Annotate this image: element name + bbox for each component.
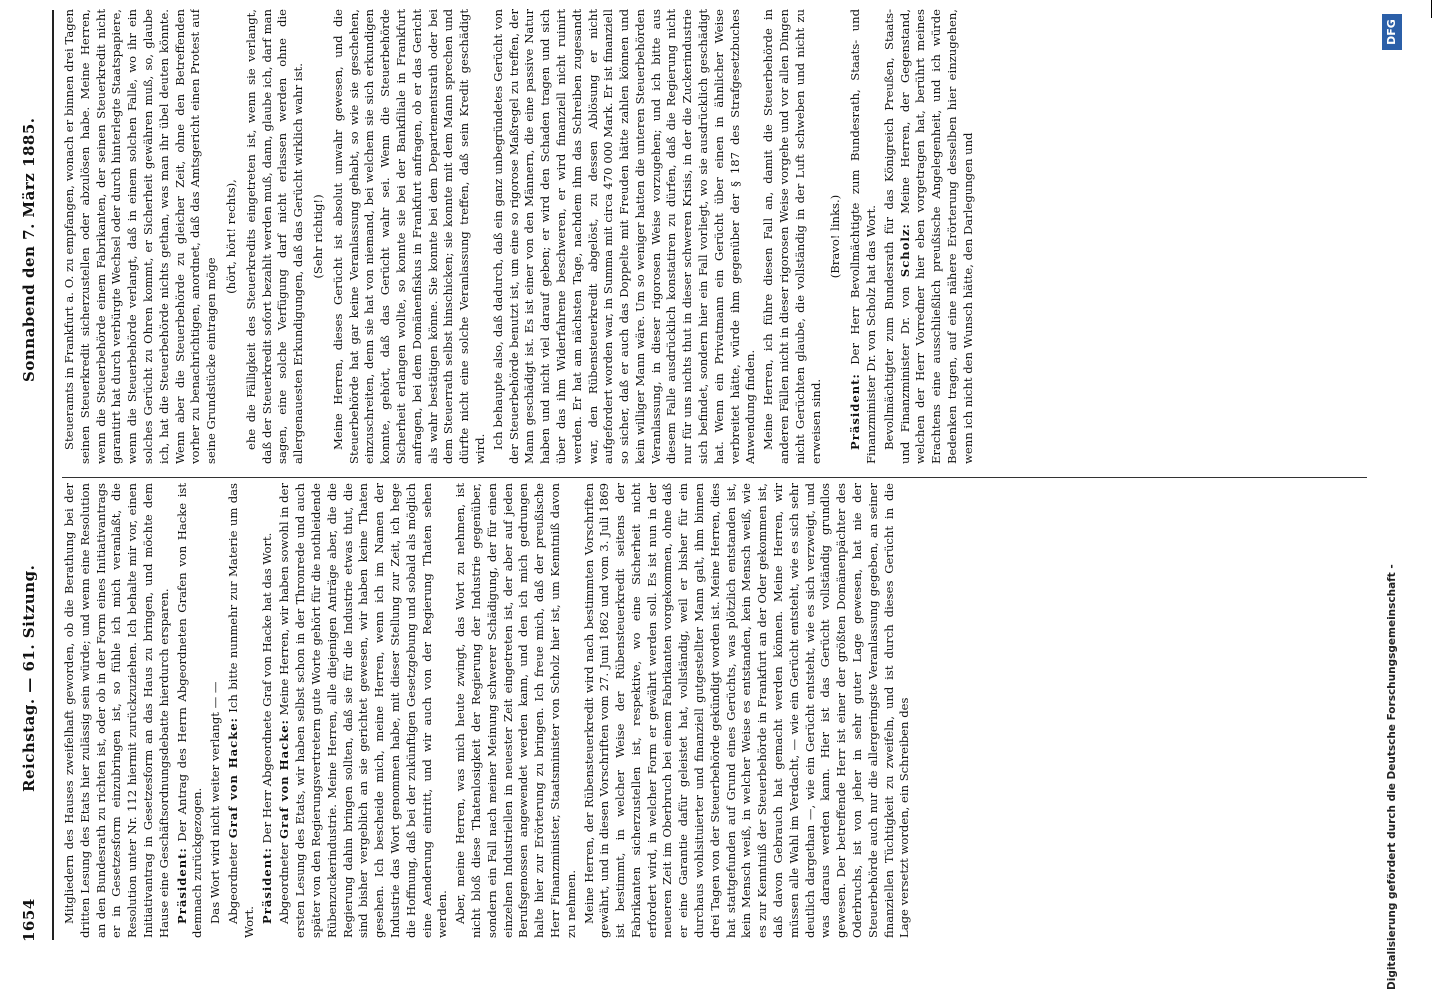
speaker-label: Scholz: xyxy=(897,223,912,278)
speech-text: Der Herr Abgeordnete Graf von Hacke hat das Wort. xyxy=(259,532,274,844)
speaker-prefix: Abgeordneter xyxy=(277,842,292,924)
left-paragraph-7: Aber, meine Herren, was mich heute zwingt, das Wort zu nehmen, ist nicht bloß diese Thatenlosigkeit der Regierung der Industrie gegenüber, sondern ein Fall nach meiner Meinung schwerer Schädigung, der für einen einzelnen Industriellen in neuester Zeit eingetreten ist, der aber auf jeden Berufsgenossen angewendet werden kann, und den ich mich gedrungen halte hier zur Erörterung zu bringen. Ich freue mich, daß der preußische Herr Finanzminister, Staatsminister von Scholz hier ist, um Kenntniß davon zu nehmen. xyxy=(453,483,578,938)
right-paragraph-1: Steueramts in Frankfurt a. O. zu empfangen, wonach er binnen drei Tagen seinen Steuerkredit sicherzustellen oder abzulösen habe. Meine Herren, wenn die Steuerbehörde einem Fabrikanten, der seinen Steuerkredit nicht garantirt hat durch verbürgte Wechsel oder durch hinterlegte Staatspapiere, wenn die Steuerbehörde verlangt, daß in einem solchen Falle, wo ihr ein solches Gerücht zu Ohren kommt, er Sicherheit gewähren muß, so, glaube ich, hat die Steuerbehörde nichts gethan, was man ihr übel deuten könnte. Wenn aber die Steuerbehörde zu gleicher Zeit, ohne den Betreffenden vorher zu benachrichtigen, anordnet, daß das Amtsgericht einen Protest auf seine Grundstücke eintragen möge xyxy=(62,9,219,464)
interjection: (hört, hört! rechts), xyxy=(223,179,238,294)
page-header xyxy=(10,12,50,942)
dfg-logo: DFG xyxy=(1382,14,1402,50)
right-paragraph-7 xyxy=(882,9,977,464)
left-paragraph-2 xyxy=(175,483,207,938)
left-paragraph-8: Meine Herren, der Rübensteuerkredit wird nach bestimmten Vorschriften gewährt, und in diesen Vorschriften vom 27. Juni 1862 und vom 3. Juli 1869 ist bestimmt, in welcher Weise der Rübensteuerkredit seitens der Fabrikanten sicherzustellen ist, respektive, wo eine Sicherheit nicht erfordert wird, in welcher Form er gewährt werden soll. Es ist nun in der neueren Zeit im Oberbruch bei einem Fabrikanten vorgekommen, ohne daß er eine Garantie dafür geleistet hat, vollständig, weil er bisher für ein durchaus wohlsituierter und finanziell gutgestellter Mann galt, ihm binnen drei Tagen von der Steuerbehörde gekündigt worden ist. Meine Herren, dies hat stattgefunden auf Grund eines Gerüchts, was plötzlich entstanden ist, kein Mensch weiß, in welcher Weise es entstanden, kein Mensch weiß, wie es zur Kenntniß der Steuerbehörde in Frankfurt an der Oder gekommen ist, daß davon Gebrauch hat gemacht werden können. Meine Herren, wir müssen alle Wahl im Verdacht, — wie ein Gerücht entsteht, wie es sich sehr deutlich dargethan —, wie ein Gerücht entsteht, wie es sich verzweigt, und was daraus werden kann. Hier ist das Gerücht vollständig grundlos gewesen. Der betreffende Herr ist einer der größten Domänenpächter des Oderbruchs, ist von jeher in sehr guter Lage gewesen, hat nie der Steuerbehörde auch nur die allergeringste Veranlassung gegeben, an seiner finanziellen Tüchtigkeit zu zweifeln, und ist durch dieses Gerücht in die Lage versetzt worden, ein Schreiben des xyxy=(581,483,912,938)
right-paragraph-4: Ich behaupte also, daß dadurch, daß ein ganz unbegründetes Gerücht von der Steuerbehörde benutzt ist, um eine so rigorose Maßregel zu treffen, der Mann geschädigt ist. Es ist einer von den Männern, die eine passive Natur haben und nicht viel darauf geben; er wird den Schaden tragen und sich über das ihm Widerfahrene beschweren, er wird finanziell nicht ruinirt werden. Er hat am nächsten Tage, nachdem ihm das Schreiben zugesandt war, den Rübensteuerkredit abgelöst, zu dessen Ablösung er nicht aufgefordert worden war, in Summa mit circa 470 000 Mark. Er ist finanziell so sicher, daß er auch das Doppelte mit Freuden hätte zahlen können und kein williger Mann wäre. Um so weniger hatten die unteren Steuerbehörden Veranlassung, in dieser rigorosen Weise vorzugehen; und ich bitte aus diesem Falle ausdrücklich konstatiren zu dürfen, daß die Regierung nicht nur für uns nichts thut in dieser schweren Krisis, in der die Zuckerindustrie sich befindet, sondern hier ein Fall vorliegt, wo sie ausdrücklich geschädigt hat. Wenn ein Privatmann ein Gerücht über einen in ähnlicher Weise verbreitet hätte, würde ihm gegenüber der § 187 des Strafgesetzbuches Anwendung finden. xyxy=(490,9,758,464)
column-divider xyxy=(62,477,1367,478)
speaker-label: Präsident: xyxy=(259,847,274,924)
left-paragraph-1: Mitgliedern des Hauses zweifelhaft geworden, ob die Berathung bei der dritten Lesung des Etats hier zulässig sein würde; und wenn eine Resolution an den Bundesrath zu richten ist, oder ob in der Form eines Initiativantrags er in Gesetzesform einzubringen ist, so fühle ich mich veranlaßt, die Resolution unter Nr. 112 hiermit zurückzuziehen. Ich behalte mir vor, einen Initiativantrag in Gesetzesform an das Haus zu bringen, und möchte dem Hause eine Geschäftsordnungsdebatte hierdurch ersparen. xyxy=(62,483,171,938)
header-right-title: Sonnabend den 7. März 1885. xyxy=(20,117,38,382)
left-paragraph-3: Das Wort wird nicht weiter verlangt — — xyxy=(208,681,223,924)
speech-text: Meine Herren, wir haben sowohl in der ersten Lesung des Etats, wir haben selbst schon in der Thronrede und auch später von den Regierungsvertretern gute Worte gehört für die nothleidende Rübenzuckerindustrie. Meine Herren, alle diejenigen Anträge aber, die die Regierung dahin bringen sollten, daß sie für die Industrie etwas thut, die sind bisher vergeblich an sie gerichtet gewesen, wir haben keine Thaten gesehen. Ich bescheide mich, meine Herren, wenn ich im Namen der Industrie das Wort genommen habe, mit dieser Stellung zur Zeit, ich hege die Hoffnung, daß bei der zukünftigen Gesetzgebung und sobald als möglich eine Aenderung eintritt, und wir auch von der Regierung Thaten sehen werden. xyxy=(277,483,450,938)
speech-text: Der Antrag des Herrn Abgeordneten Grafen von Hacke ist demnach zurückgezogen. xyxy=(174,483,205,938)
speech-text: Ich bitte nunmehr zur Materie um das Wort. xyxy=(225,483,256,938)
speaker-label: Graf von Hacke: xyxy=(277,719,292,839)
speech-text: Der Herr Bevollmächtigte zum Bundesrath, Staats- und Finanzminister Dr. von Scholz hat das Wort. xyxy=(848,9,879,464)
right-column xyxy=(62,9,1362,464)
speech-text: Meine Herren, der Gegenstand, welchen der Herr Vorredner hier eben vorgetragen hat, berührt meines Erachtens eine ausschließlich preußische Angelegenheit, und ich würde Bedenken tragen, auf eine nähere Erörterung desselben hier einzugehen, wenn ich nicht den Wunsch hätte, den Darlegungen und xyxy=(897,9,975,464)
speaker-label: Präsident: xyxy=(848,373,863,450)
interjection: (Sehr richtig!) xyxy=(310,194,325,279)
speaker-label: Graf von Hacke: xyxy=(225,717,240,839)
interjection: (Bravo! links.) xyxy=(828,194,843,279)
page-number: 1654 xyxy=(20,898,38,942)
speaker-prefix: Bevollmächtigter zum Bundesrath für das Königreich Preußen, Staats- und Finanzminister Dr. von xyxy=(881,9,912,464)
left-paragraph-6 xyxy=(277,483,451,938)
left-column xyxy=(62,483,1362,938)
header-left-title: Reichstag. — 61. Sitzung. xyxy=(20,564,38,792)
speaker-prefix: Abgeordneter xyxy=(225,842,240,924)
left-paragraph-5 xyxy=(260,483,276,938)
header-rule xyxy=(52,10,54,940)
right-paragraph-6 xyxy=(848,9,880,464)
right-paragraph-2: ehe die Fälligkeit des Steuerkredits eingetreten ist, wenn sie verlangt, daß der Steuerkredit sofort bezahlt werden muß, dann, glaube ich, darf man sagen, eine solche Verfügung darf nicht erlassen werden ohne die allergenauesten Erkundigungen, daß das Gerücht wirklich wahr ist. xyxy=(243,9,306,464)
digitization-credit: Digitalisierung gefördert durch die Deutsche Forschungsgemeinschaft - xyxy=(1386,564,1398,990)
page-footer xyxy=(1372,0,1412,1000)
right-paragraph-5: Meine Herren, ich führe diesen Fall an, damit die Steuerbehörde in anderen Fällen nicht in dieser rigorosen Weise vorgehe und vor allen Dingen nicht Gerüchten glaube, die vollständig in der Luft schweben und nicht zu erweisen sind. xyxy=(761,9,823,464)
left-paragraph-4 xyxy=(226,483,258,938)
right-paragraph-3: Meine Herren, dieses Gerücht ist absolut unwahr gewesen, und die Steuerbehörde hat gar keine Veranlassung gehabt, so wie sie geschehen, einzuschreiten, denn sie hat von niemand, bei welchem sie sich erkundigen konnte, gehört, daß das Gerücht wahr sei. Wenn die Steuerbehörde Sicherheit erlangen wollte, so konnte sie bei der Bankfiliale in Frankfurt anfragen, bei dem Domänenfiskus in Frankfurt anfragen, ob er das Gericht als wahr bestätigen könne. Sie konnte bei dem Departementsrath oder bei dem Steuerrath selbst hinschicken; sie konnte mit dem Mann sprechen und dürfte nicht eine solche Veranlassung treffen, daß sein Kredit geschädigt wird. xyxy=(330,9,487,464)
speaker-label: Präsident: xyxy=(174,847,189,924)
